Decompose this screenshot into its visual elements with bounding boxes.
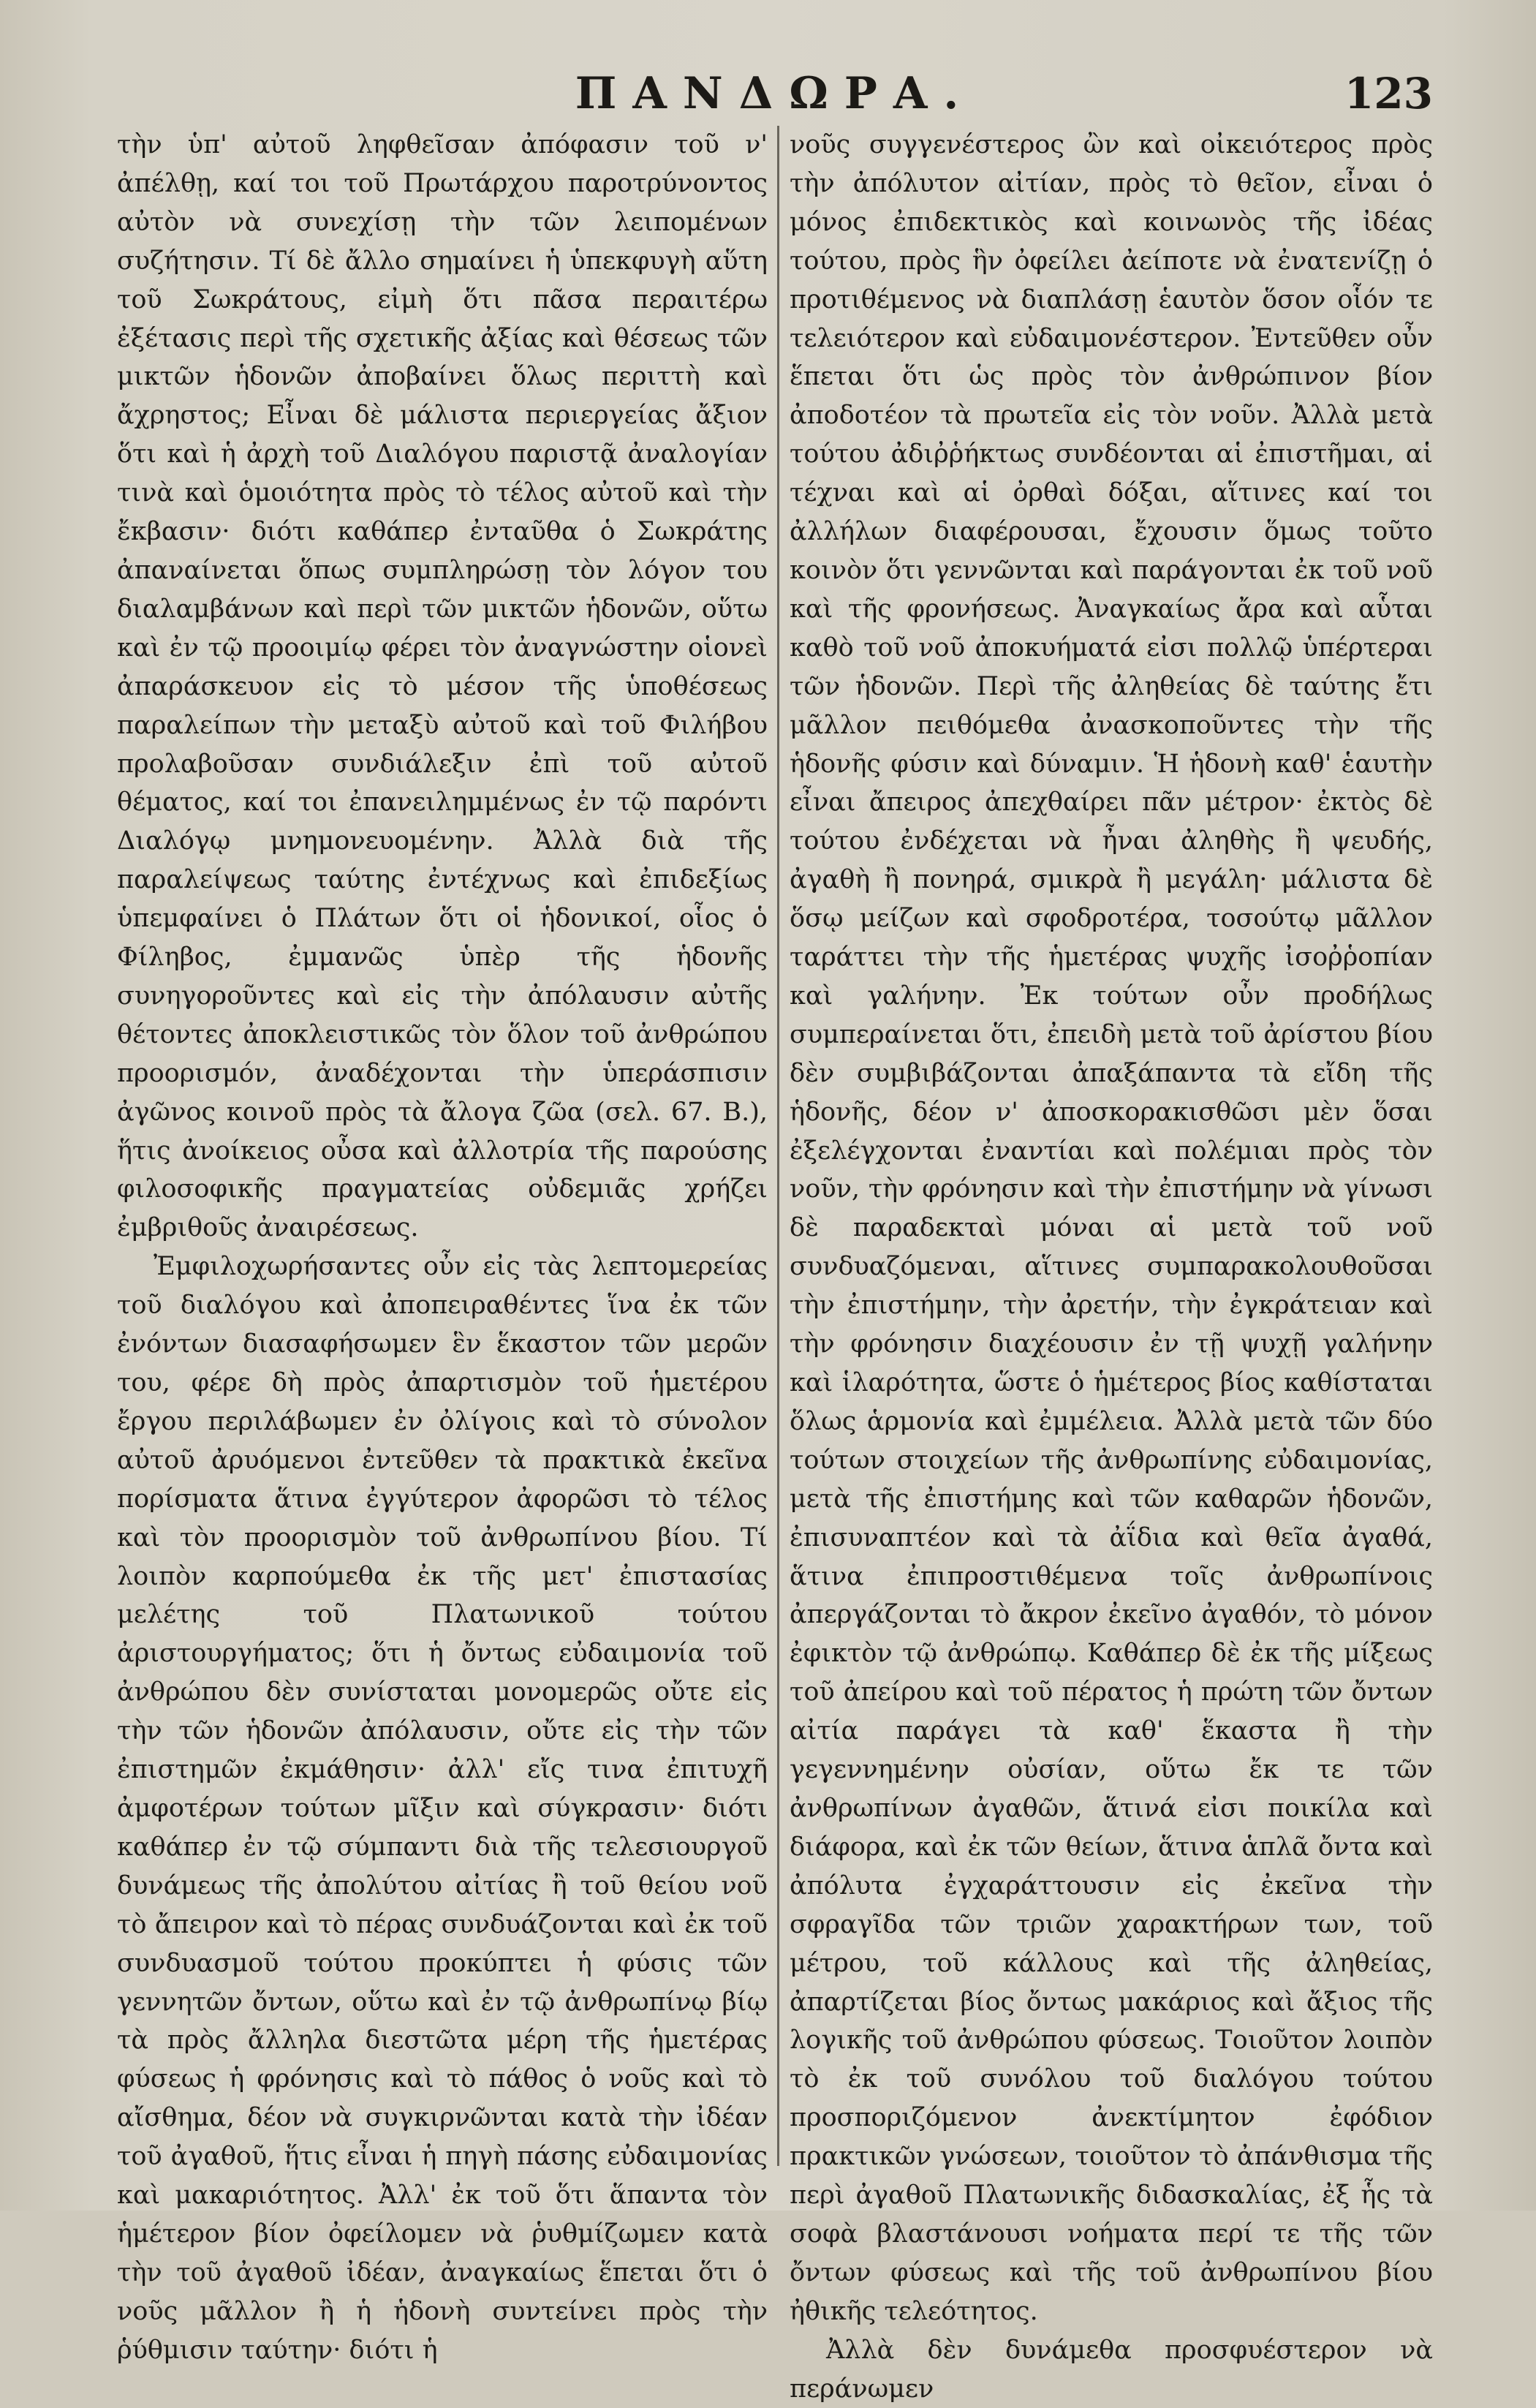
- page-header: [117, 64, 1433, 123]
- running-title: ΠΑΝΔΩΡΑ.: [575, 68, 975, 119]
- column-divider: [777, 126, 779, 2166]
- paragraph: Ἐμφιλοχωρήσαντες οὖν εἰς τὰς λεπτομερείας τοῦ διαλόγου καὶ ἀποπειραθέντες ἵνα ἐκ τῶν ἐνόντων διασαφήσωμεν ἓν ἕκαστον τῶν μερῶν του, φέρε δὴ πρὸς ἀπαρτισμὸν τοῦ ἡμετέρου ἔργου περιλάβωμεν ἐν ὀλίγοις καὶ τὸ σύνολον αὐτοῦ ἀρυόμενοι ἐντεῦθεν τὰ πρακτικὰ ἐκεῖνα πορίσματα ἅτινα ἐγγύτερον ἀφορῶσι τὸ τέλος καὶ τὸν προορισμὸν τοῦ ἀνθρωπίνου βίου. Τί λοιπὸν καρπούμεθα ἐκ τῆς μετ' ἐπιστασίας μελέτης τοῦ Πλατωνικοῦ τούτου ἀριστουργήματος; ὅτι ἡ ὄντως εὐδαιμονία τοῦ ἀνθρώπου δὲν συνίσταται μονομερῶς οὔτε εἰς τὴν τῶν ἡδονῶν ἀπόλαυσιν, οὔτε εἰς τὴν τῶν ἐπιστημῶν ἐκμάθησιν· ἀλλ' εἴς τινα ἐπιτυχῆ ἀμφοτέρων τούτων μῖξιν καὶ σύγκρασιν· διότι καθάπερ ἐν τῷ σύμπαντι διὰ τῆς τελεσιουργοῦ δυνάμεως τῆς ἀπολύτου αἰτίας ἢ τοῦ θείου νοῦ τὸ ἄπειρον καὶ τὸ πέρας συνδυάζονται καὶ ἐκ τοῦ συνδυασμοῦ τούτου προκύπτει ἡ φύσις τῶν γεννητῶν ὄντων, οὕτω καὶ ἐν τῷ ἀνθρωπίνῳ βίῳ τὰ πρὸς ἄλληλα διεστῶτα μέρη τῆς ἡμετέρας φύσεως ἡ φρόνησις καὶ τὸ πάθος ὁ νοῦς καὶ τὸ αἴσθημα, δέον νὰ συγκιρνῶνται κατὰ τὴν ἰδέαν τοῦ ἀγαθοῦ, ἥτις εἶναι ἡ πηγὴ πάσης εὐδαιμονίας καὶ μακαριότητος. Ἀλλ' ἐκ τοῦ ὅτι ἅπαντα τὸν ἡμέτερον βίον ὀφείλομεν νὰ ῥυθμίζωμεν κατὰ τὴν τοῦ ἀγαθοῦ ἰδέαν, ἀναγκαίως ἕπεται ὅτι ὁ νοῦς μᾶλλον ἢ ἡ ἡδονὴ συντείνει πρὸς τὴν ῥύθμισιν ταύτην· διότι ἡ: [117, 1252, 768, 2365]
- left-column: [117, 126, 768, 2365]
- page-number: 123: [1344, 69, 1433, 118]
- paragraph: νοῦς συγγενέστερος ὢν καὶ οἰκειότερος πρὸς τὴν ἀπόλυτον αἰτίαν, πρὸς τὸ θεῖον, εἶναι ὁ μόνος ἐπιδεκτικὸς καὶ κοινωνὸς τῆς ἰδέας τούτου, πρὸς ἣν ὀφείλει ἀείποτε νὰ ἐνατενίζῃ ὁ προτιθέμενος νὰ διαπλάσῃ ἑαυτὸν ὅσον οἷόν τε τελειότερον καὶ εὐδαιμονέστερον. Ἐντεῦθεν οὖν ἕπεται ὅτι ὡς πρὸς τὸν ἀνθρώπινον βίον ἀποδοτέον τὰ πρωτεῖα εἰς τὸν νοῦν. Ἀλλὰ μετὰ τούτου ἀδιῤῥήκτως συνδέονται αἱ ἐπιστῆμαι, αἱ τέχναι καὶ αἱ ὀρθαὶ δόξαι, αἵτινες καί τοι ἀλλήλων διαφέρουσαι, ἔχουσιν ὅμως τοῦτο κοινὸν ὅτι γεννῶνται καὶ παράγονται ἐκ τοῦ νοῦ καὶ τῆς φρονήσεως. Ἀναγκαίως ἄρα καὶ αὗται καθὸ τοῦ νοῦ ἀποκυήματά εἰσι πολλῷ ὑπέρτεραι τῶν ἡδονῶν. Περὶ τῆς ἀληθείας δὲ ταύτης ἔτι μᾶλλον πειθόμεθα ἀνασκοποῦντες τὴν τῆς ἡδονῆς φύσιν καὶ δύναμιν. Ἡ ἡδονὴ καθ' ἑαυτὴν εἶναι ἄπειρος ἀπεχθαίρει πᾶν μέτρον· ἐκτὸς δὲ τούτου ἐνδέχεται νὰ ἦναι ἀληθὴς ἢ ψευδής, ἀγαθὴ ἢ πονηρά, σμικρὰ ἢ μεγάλη· μάλιστα δὲ ὅσῳ μείζων καὶ σφοδροτέρα, τοσούτῳ μᾶλλον ταράττει τὴν τῆς ἡμετέρας ψυχῆς ἰσοῤῥοπίαν καὶ γαλήνην. Ἐκ τούτων οὖν προδήλως συμπεραίνεται ὅτι, ἐπειδὴ μετὰ τοῦ ἀρίστου βίου δὲν συμβιβάζονται ἀπαξάπαντα τὰ εἴδη τῆς ἡδονῆς, δέον ν' ἀποσκορακισθῶσι μὲν ὅσαι ἐξελέγχονται ἐναντίαι καὶ πολέμιαι πρὸς τὸν νοῦν, τὴν φρόνησιν καὶ τὴν ἐπιστήμην νὰ γίνωσι δὲ παραδεκταὶ μόναι αἱ μετὰ τοῦ νοῦ συνδυαζόμεναι, αἵτινες συμπαρακολουθοῦσαι τὴν ἐπιστήμην, τὴν ἀρετήν, τὴν ἐγκράτειαν καὶ τὴν φρόνησιν διαχέουσιν ἐν τῇ ψυχῇ γαλήνην καὶ ἱλαρότητα, ὥστε ὁ ἡμέτερος βίος καθίσταται ὅλως ἁρμονία καὶ ἐμμέλεια. Ἀλλὰ μετὰ τῶν δύο τούτων στοιχείων τῆς ἀνθρωπίνης εὐδαιμονίας, μετὰ τῆς ἐπιστήμης καὶ τῶν καθαρῶν ἡδονῶν, ἐπισυναπτέον καὶ τὰ ἀΐδια καὶ θεῖα ἀγαθά, ἅτινα ἐπιπροστιθέμενα τοῖς ἀνθρωπίνοις ἀπεργάζονται τὸ ἄκρον ἐκεῖνο ἀγαθόν, τὸ μόνον ἐφικτὸν τῷ ἀνθρώπῳ. Καθάπερ δὲ ἐκ τῆς μίξεως τοῦ ἀπείρου καὶ τοῦ πέρατος ἡ πρώτη τῶν ὄντων αἰτία παράγει τὰ καθ' ἕκαστα ἢ τὴν γεγεννημένην οὐσίαν, οὕτω ἔκ τε τῶν ἀνθρωπίνων ἀγαθῶν, ἅτινά εἰσι ποικίλα καὶ διάφορα, καὶ ἐκ τῶν θείων, ἅτινα ἁπλᾶ ὄντα καὶ ἀπόλυτα ἐγχαράττουσιν εἰς ἐκεῖνα τὴν σφραγῖδα τῶν τριῶν χαρακτήρων των, τοῦ μέτρου, τοῦ κάλλους καὶ τῆς ἀληθείας, ἀπαρτίζεται βίος ὄντως μακάριος καὶ ἄξιος τῆς λογικῆς τοῦ ἀνθρώπου φύσεως. Τοιοῦτον λοιπὸν τὸ ἐκ τοῦ συνόλου τοῦ διαλόγου τούτου προσποριζόμενον ἀνεκτίμητον ἐφόδιον πρακτικῶν γνώσεων, τοιοῦτον τὸ ἀπάνθισμα τῆς περὶ ἀγαθοῦ Πλατωνικῆς διδασκαλίας, ἐξ ἧς τὰ σοφὰ βλαστάνουσι νοήματα περί τε τῆς τῶν ὄντων φύσεως καὶ τῆς τοῦ ἀνθρωπίνου βίου ἠθικῆς τελεότητος.: [790, 130, 1433, 2326]
- paragraph: τὴν ὑπ' αὐτοῦ ληφθεῖσαν ἀπόφασιν τοῦ ν' ἀπέλθῃ, καί τοι τοῦ Πρωτάρχου παροτρύνοντος αὐτὸν νὰ συνεχίσῃ τὴν τῶν λειπομένων συζήτησιν. Τί δὲ ἄλλο σημαίνει ἡ ὑπεκφυγὴ αὕτη τοῦ Σωκράτους, εἰμὴ ὅτι πᾶσα περαιτέρω ἐξέτασις περὶ τῆς σχετικῆς ἀξίας καὶ θέσεως τῶν μικτῶν ἡδονῶν ἀποβαίνει ὅλως περιττὴ καὶ ἄχρηστος; Εἶναι δὲ μάλιστα περιεργείας ἄξιον ὅτι καὶ ἡ ἀρχὴ τοῦ Διαλόγου παριστᾷ ἀναλογίαν τινὰ καὶ ὁμοιότητα πρὸς τὸ τέλος αὐτοῦ καὶ τὴν ἔκβασιν· διότι καθάπερ ἐνταῦθα ὁ Σωκράτης ἀπαναίνεται ὅπως συμπληρώσῃ τὸν λόγον του διαλαμβάνων καὶ περὶ τῶν μικτῶν ἡδονῶν, οὕτω καὶ ἐν τῷ προοιμίῳ φέρει τὸν ἀναγνώστην οἱονεὶ ἀπαράσκευον εἰς τὸ μέσον τῆς ὑποθέσεως παραλείπων τὴν μεταξὺ αὐτοῦ καὶ τοῦ Φιλήβου προλαβοῦσαν συνδιάλεξιν ἐπὶ τοῦ αὐτοῦ θέματος, καί τοι ἐπανειλημμένως ἐν τῷ παρόντι Διαλόγῳ μνημονευομένην. Ἀλλὰ διὰ τῆς παραλείψεως ταύτης ἐντέχνως καὶ ἐπιδεξίως ὑπεμφαίνει ὁ Πλάτων ὅτι οἱ ἡδονικοί, οἷος ὁ Φίληβος, ἐμμανῶς ὑπὲρ τῆς ἡδονῆς συνηγοροῦντες καὶ εἰς τὴν ἀπόλαυσιν αὐτῆς θέτοντες ἀποκλειστικῶς τὸν ὅλον τοῦ ἀνθρώπου προορισμόν, ἀναδέχονται τὴν ὑπεράσπισιν ἀγῶνος κοινοῦ πρὸς τὰ ἄλογα ζῶα (σελ. 67. Β.), ἥτις ἀνοίκειος οὖσα καὶ ἀλλοτρία τῆς παρούσης φιλοσοφικῆς πραγματείας οὐδεμιᾶς χρήζει ἐμβριθοῦς ἀναιρέσεως.: [117, 130, 768, 1243]
- paragraph: Ἀλλὰ δὲν δυνάμεθα προσφυέστερον νὰ περάνωμεν: [790, 2335, 1433, 2404]
- right-column: [790, 126, 1433, 2404]
